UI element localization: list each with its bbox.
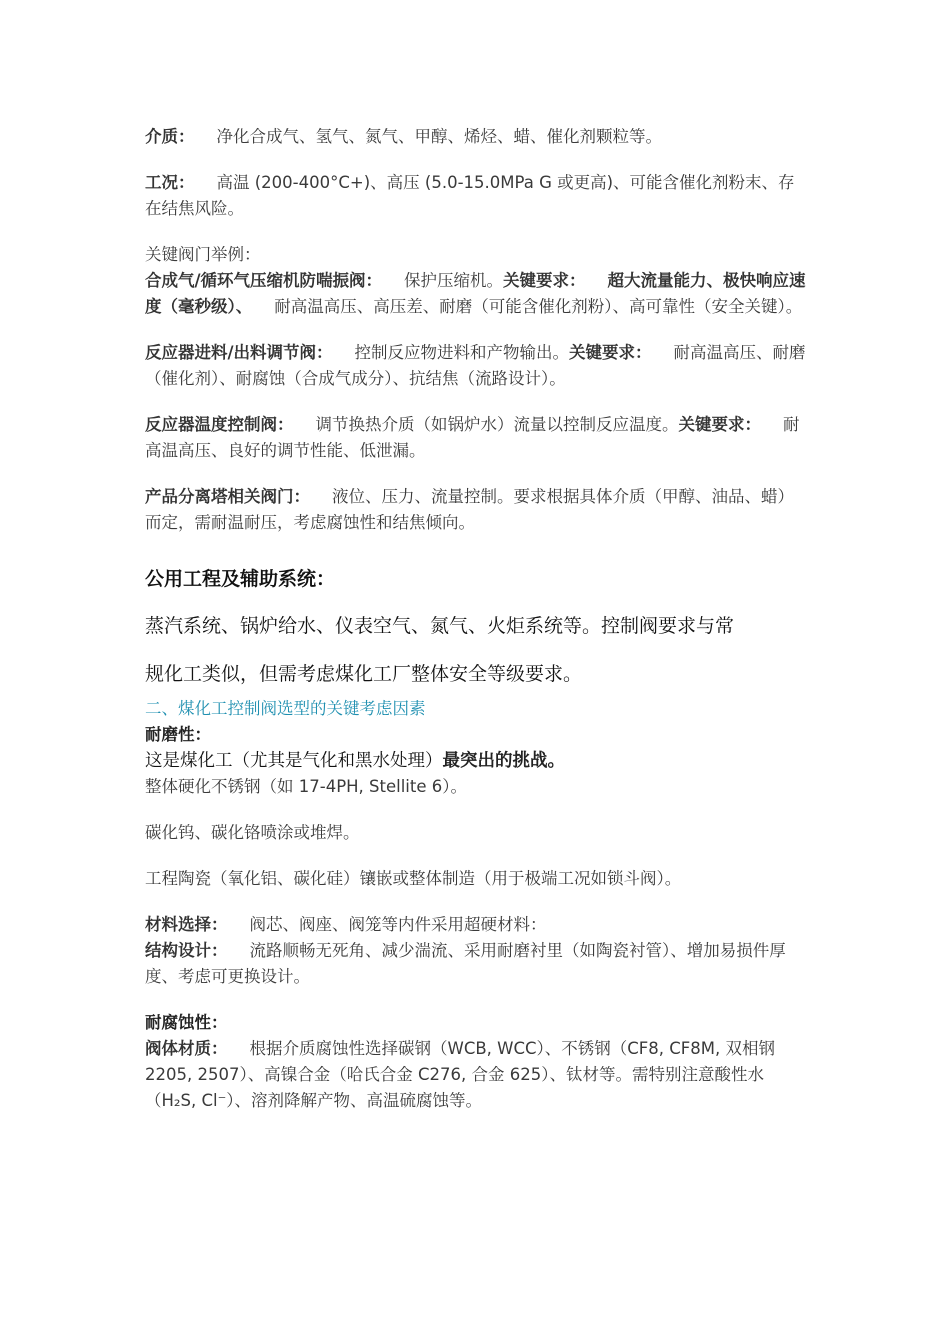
valve-example-1: 合成气/循环气压缩机防喘振阀： 保护压缩机。关键要求： 超大流量能力、极快响应速度（毫秒级）、 耐高温高压、高压差、耐磨（可能含催化剂粉）、高可靠性（安全关键）。 <box>145 271 806 316</box>
condition-text: 高温 (200-400°C+)、高压 (5.0-15.0MPa G 或更高)、可能含催化剂粉末、存在结焦风险。 <box>145 173 795 218</box>
valve-example-3: 反应器温度控制阀： 调节换热介质（如锅炉水）流量以控制反应温度。关键要求： 耐高温高压、良好的调节性能、低泄漏。 <box>145 415 800 460</box>
medium-line <box>145 124 810 150</box>
corrosion-title: 耐腐蚀性： <box>145 1013 228 1032</box>
utilities-line-1: 蒸汽系统、锅炉给水、仪表空气、氮气、火炬系统等。控制阀要求与常 <box>145 615 735 637</box>
utilities-line-2: 规化工类似，但需考虑煤化工厂整体安全等级要求。 <box>145 663 583 685</box>
wear-item-1: 整体硬化不锈钢（如 17-4PH, Stellite 6）。 <box>145 777 467 796</box>
wear-item-2: 碳化钨、碳化铬喷涂或堆焊。 <box>145 823 360 842</box>
medium-text: 净化合成气、氢气、氮气、甲醇、烯烃、蜡、催化剂颗粒等。 <box>216 127 662 146</box>
condition-line <box>145 170 810 222</box>
document-page <box>145 124 810 1114</box>
wear-title: 耐磨性： <box>145 725 211 744</box>
medium-label: 介质： <box>145 127 195 146</box>
wear-intro: 这是煤化工（尤其是气化和黑水处理）最突出的挑战。 <box>145 751 565 771</box>
valve-example-4: 产品分离塔相关阀门： 液位、压力、流量控制。要求根据具体介质（甲醇、油品、蜡）而定，需耐温耐压，考虑腐蚀性和结焦倾向。 <box>145 487 794 532</box>
condition-label: 工况： <box>145 173 195 192</box>
material-selection: 材料选择： 阀芯、阀座、阀笼等内件采用超硬材料： <box>145 915 547 934</box>
valve-example-2: 反应器进料/出料调节阀： 控制反应物进料和产物输出。关键要求： 耐高温高压、耐磨（催化剂）、耐腐蚀（合成气成分）、抗结焦（流路设计）。 <box>145 343 806 388</box>
structure-design: 结构设计： 流路顺畅无死角、减少湍流、采用耐磨衬里（如陶瓷衬管）、增加易损件厚度、考虑可更换设计。 <box>145 941 786 986</box>
section-2-heading: 二、煤化工控制阀选型的关键考虑因素 <box>145 699 426 718</box>
valve-body-material: 阀体材质： 根据介质腐蚀性选择碳钢（WCB, WCC）、不锈钢（CF8, CF8M, 双相钢 2205, 2507）、高镍合金（哈氏合金 C276, 合金 625）、钛材等。需特别注意酸性水（H₂S, Cl⁻）、溶剂降解产物、高温硫腐蚀等。 <box>145 1039 775 1110</box>
wear-item-3: 工程陶瓷（氧化铝、碳化硅）镶嵌或整体制造（用于极端工况如锁斗阀）。 <box>145 869 682 888</box>
utilities-title: 公用工程及辅助系统： <box>145 568 336 590</box>
valve-examples-title: 关键阀门举例： <box>145 245 261 264</box>
